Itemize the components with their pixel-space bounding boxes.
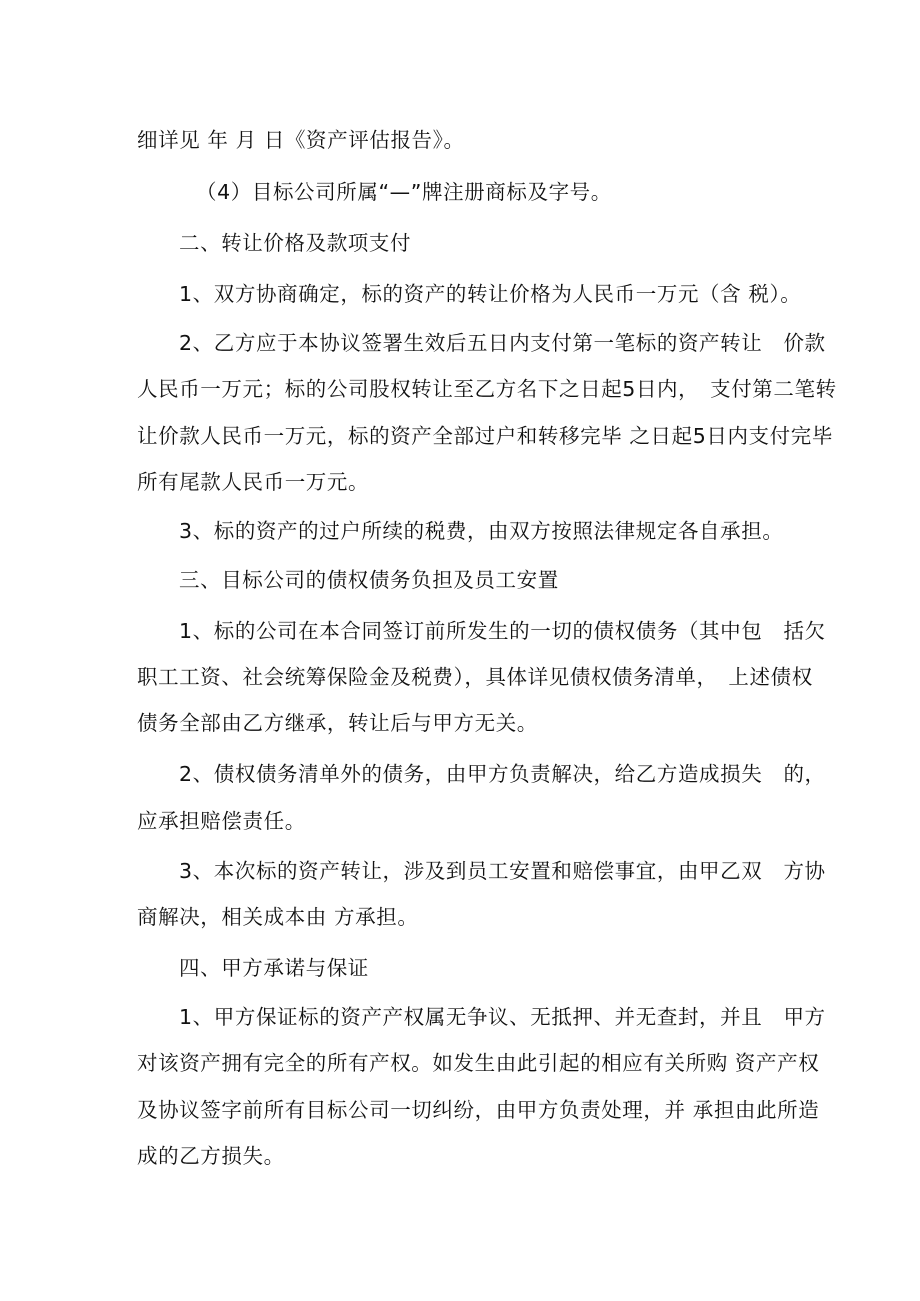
text-line: 债务全部由乙方继承，转让后与甲方无关。 [137,711,538,735]
text-line: 1、甲方保证标的资产产权属无争议、无抵押、并无查封，并且 甲方 [179,1005,826,1029]
text-line: （4）目标公司所属“—”牌注册商标及字号。 [196,180,612,204]
text-line: 1、双方协商确定，标的资产的转让价格为人民币一万元（含 税）。 [179,282,802,306]
text-line: 应承担赔偿责任。 [137,809,306,833]
text-line: 1、标的公司在本合同签订前所发生的一切的债权债务（其中包 括欠 [179,619,826,643]
text-line: 职工工资、社会统筹保险金及税费），具体详见债权债务清单， 上述债权 [137,665,813,689]
text-line: 所有尾款人民币一万元。 [137,470,370,494]
text-line: 细详见 年 月 日《资产评估报告》。 [137,128,465,152]
section-heading: 四、甲方承诺与保证 [179,956,369,980]
text-line: 3、本次标的资产转让，涉及到员工安置和赔偿事宜，由甲乙双 方协 [179,859,826,883]
text-line: 对该资产拥有完全的所有产权。如发生由此引起的相应有关所购 资产产权 [137,1051,820,1075]
section-heading: 二、转让价格及款项支付 [179,231,412,255]
text-line: 成的乙方损失。 [137,1144,285,1168]
text-line: 人民币一万元；标的公司股权转让至乙方名下之日起5日内， 支付第二笔转 [137,377,837,401]
text-line: 商解决，相关成本由 方承担。 [137,905,419,929]
text-line: 3、标的资产的过户所续的税费，由双方按照法律规定各自承担。 [179,519,784,543]
text-line: 2、债权债务清单外的债务，由甲方负责解决，给乙方造成损失 的， [179,762,826,786]
text-line: 2、乙方应于本协议签署生效后五日内支付第一笔标的资产转让 价款 [179,331,826,355]
text-line: 让价款人民币一万元，标的资产全部过户和转移完毕 之日起5日内支付完毕 [137,424,833,448]
text-line: 及协议签字前所有目标公司一切纠纷，由甲方负责处理，并 承担由此所造 [137,1098,820,1122]
section-heading: 三、目标公司的债权债务负担及员工安置 [179,568,559,592]
